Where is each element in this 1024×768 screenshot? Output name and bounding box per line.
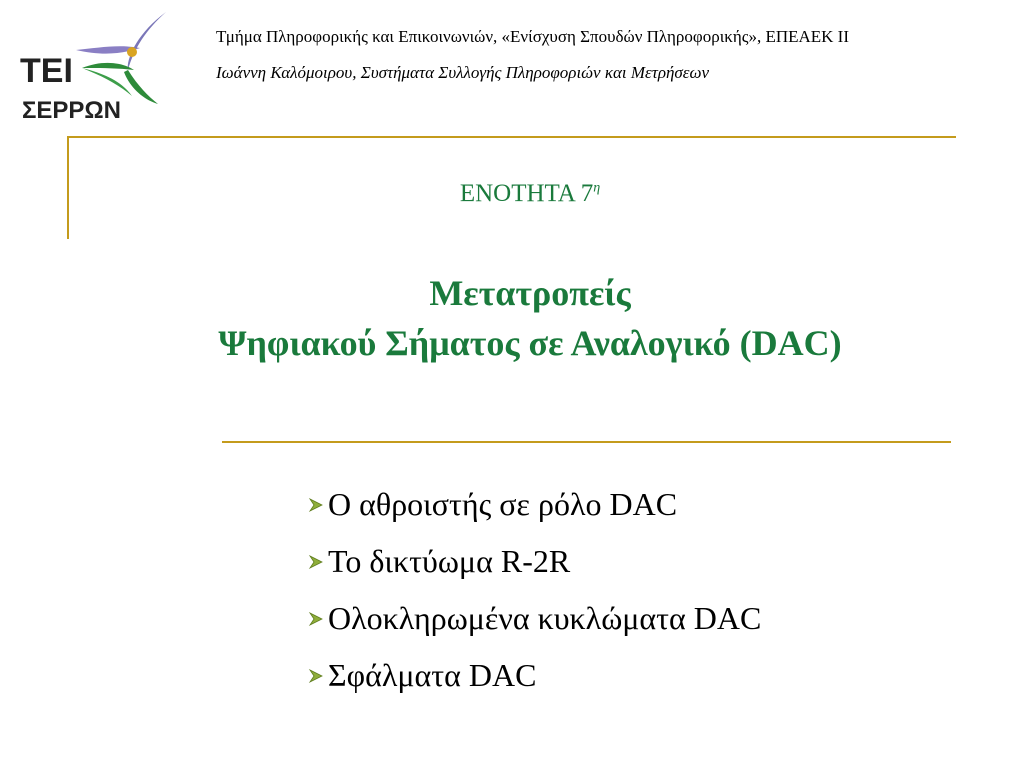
arrow-bullet-icon bbox=[307, 553, 325, 571]
title-line2: Ψηφιακού Σήματος σε Αναλογικό (DAC) bbox=[218, 323, 842, 363]
section-heading bbox=[0, 180, 1024, 208]
bottom-rule bbox=[222, 441, 951, 443]
section-suffix: η bbox=[593, 180, 601, 196]
header-author-course: Ιωάννη Καλόμοιρου, Συστήματα Συλλογής Πληροφοριών και Μετρήσεων bbox=[216, 63, 710, 82]
list-item bbox=[307, 476, 761, 533]
section-label: ΕΝΟΤΗΤΑ 7 bbox=[459, 180, 594, 207]
bullet-text: Ολοκληρωμένα κυκλώματα DAC bbox=[328, 600, 762, 636]
list-item bbox=[307, 647, 761, 704]
top-rule bbox=[67, 136, 956, 138]
logo-line2: ΣΕΡΡΩΝ bbox=[22, 97, 121, 124]
arrow-bullet-icon bbox=[307, 667, 325, 685]
slide-title bbox=[0, 268, 1024, 368]
tei-serres-logo bbox=[18, 10, 170, 125]
list-item bbox=[307, 533, 761, 590]
bullet-text: Σφάλματα DAC bbox=[328, 657, 537, 693]
header-department: Τμήμα Πληροφορικής και Επικοινωνιών, «Ενίσχυση Σπουδών Πληροφορικής», ΕΠΕΑΕΚ ΙΙ bbox=[216, 27, 850, 46]
bullet-list bbox=[307, 476, 761, 704]
bullet-text: Το δικτύωμα R-2R bbox=[328, 543, 571, 579]
list-item bbox=[307, 590, 761, 647]
arrow-bullet-icon bbox=[307, 496, 325, 514]
title-line1: Μετατροπείς bbox=[429, 273, 631, 313]
bullet-text: Ο αθροιστής σε ρόλο DAC bbox=[328, 486, 678, 522]
arrow-bullet-icon bbox=[307, 610, 325, 628]
logo-line1: TEI bbox=[20, 52, 73, 90]
